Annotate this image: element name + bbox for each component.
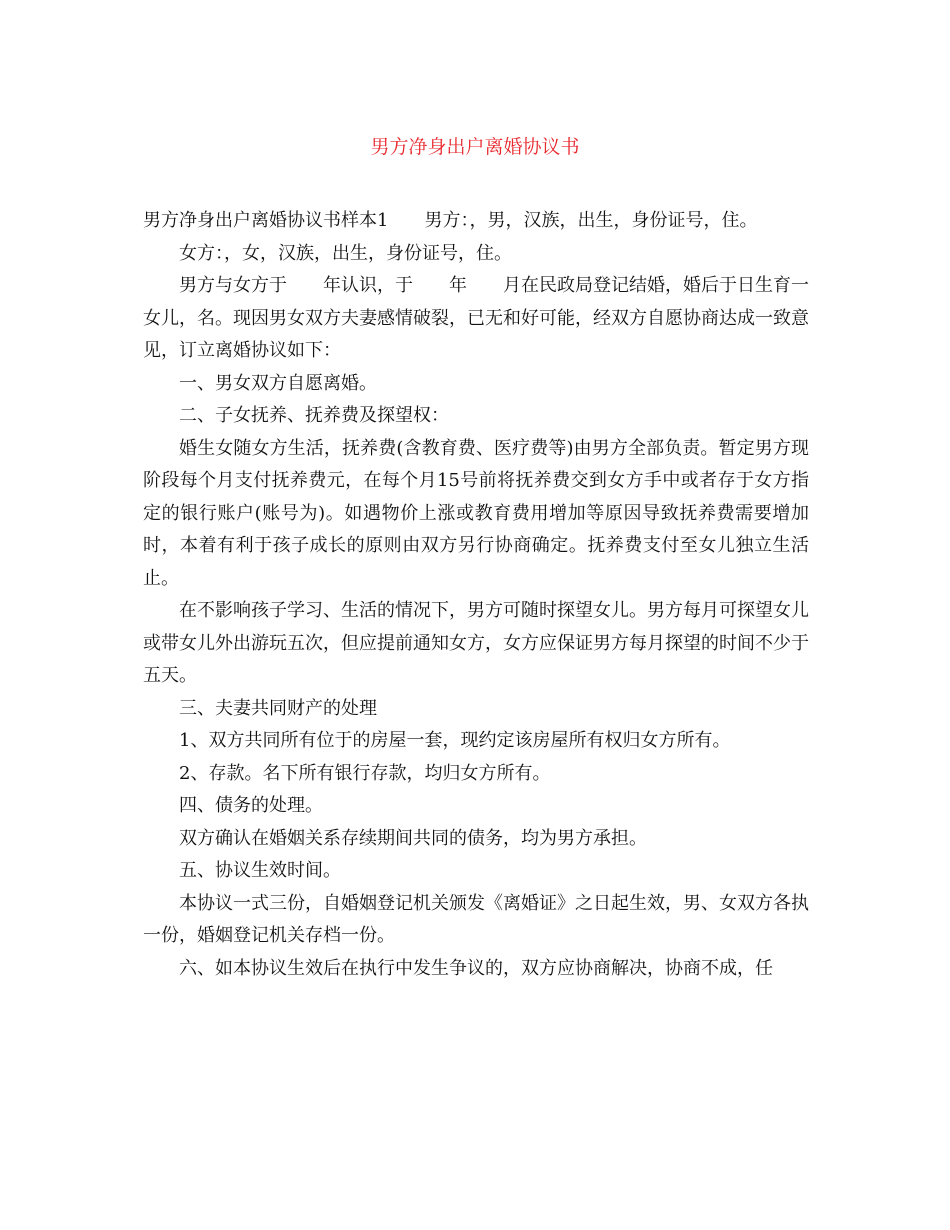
paragraph: 男方与女方于 年认识，于 年 月在民政局登记结婚，婚后于日生育一女儿，名。现因男女双方夫妻感情破裂，已无和好可能，经双方自愿协商达成一致意见，订立离婚协议如下： [143, 275, 809, 361]
paragraph: 2、存款。名下所有银行存款，均归女方所有。 [179, 762, 551, 784]
document-body [143, 205, 809, 985]
paragraph: 男方净身出户离婚协议书样本1 男方：，男，汉族，出生，身份证号，住。 [143, 210, 758, 231]
paragraph: 二、子女抚养、抚养费及探望权： [179, 405, 449, 426]
paragraph: 四、债务的处理。 [179, 795, 323, 816]
paragraph: 五、协议生效时间。 [179, 860, 341, 881]
paragraph: 女方：，女，汉族，出生，身份证号，住。 [179, 242, 512, 264]
paragraph: 本协议一式三份，自婚姻登记机关颁发《离婚证》之日起生效，男、女双方各执一份，婚姻登记机关存档一份。 [143, 892, 809, 946]
document-title: 男方净身出户离婚协议书 [370, 136, 580, 158]
paragraph: 1、双方共同所有位于的房屋一套，现约定该房屋所有权归女方所有。 [179, 730, 731, 751]
paragraph: 婚生女随女方生活，抚养费(含教育费、医疗费等)由男方全部负责。暂定男方现阶段每个月支付抚养费元，在每个月15号前将抚养费交到女方手中或者存于女方指定的银行账户(账号为)。如遇物价上涨或教育费用增加等原因导致抚养费需要增加时，本着有利于孩子成长的原则由双方另行协商确定。抚养费支付至女儿独立生活止。 [143, 437, 809, 589]
paragraph: 六、如本协议生效后在执行中发生争议的，双方应协商解决，协商不成，任 [179, 957, 773, 979]
paragraph: 三、夫妻共同财产的处理 [179, 697, 377, 719]
paragraph: 双方确认在婚姻关系存续期间共同的债务，均为男方承担。 [179, 827, 647, 849]
paragraph: 一、男女双方自愿离婚。 [179, 372, 377, 394]
paragraph: 在不影响孩子学习、生活的情况下，男方可随时探望女儿。男方每月可探望女儿或带女儿外出游玩五次，但应提前通知女方，女方应保证男方每月探望的时间不少于五天。 [143, 600, 809, 686]
